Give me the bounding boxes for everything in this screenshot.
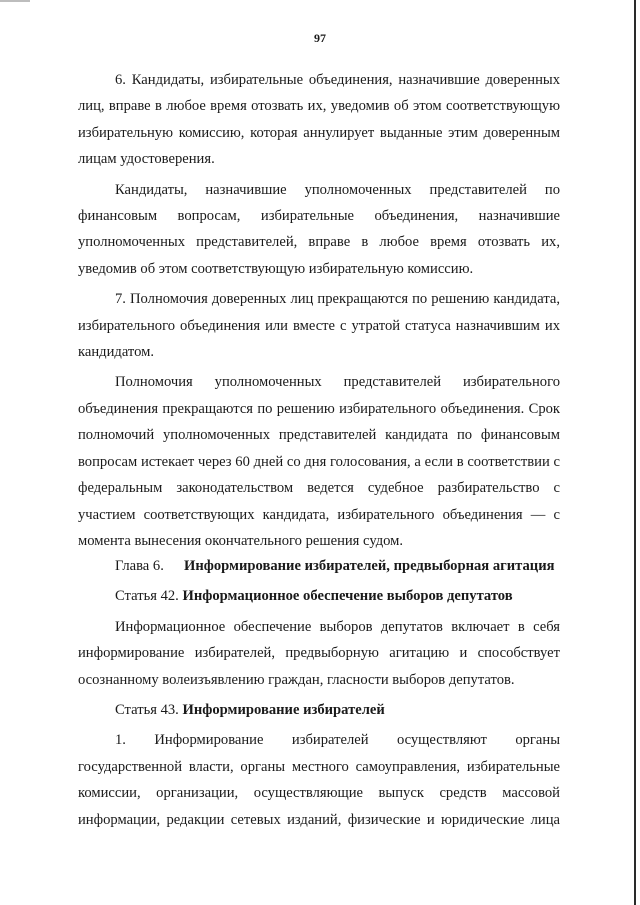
article-42-heading [78, 583, 560, 609]
article-42-label: Статья 42. [115, 588, 179, 605]
paragraph-authority-term: Полномочия уполномоченных представителей избирательного объединения прекращаются по решению избирательного объединения. Срок полномочий уполномоченных представителей кандидата по финансовым вопросам истекает через 60 дней со дня голосования, а если в соответствии с федеральным законодательством ведется судебное разбирательство с участием соответствующих кандидата, избирательного объединения — с момента вынесения окончательного решения судом. [78, 374, 560, 549]
page-number: 97 [314, 31, 326, 45]
scan-edge-top [0, 0, 30, 2]
paragraph-candidates-financial: Кандидаты, назначившие уполномоченных представителей по финансовым вопросам, избирательные объединения, назначившие уполномоченных представителей, вправе в любое время отозвать их, уведомив об этом соответствующую избирательную комиссию. [78, 181, 560, 277]
article-43-title: Информирование избирателей [182, 701, 385, 718]
scan-edge-right [634, 0, 636, 905]
article-43-heading [78, 697, 560, 723]
article-43-label: Статья 43. [115, 701, 179, 718]
chapter-title: Информирование избирателей, предвыборная агитация [184, 558, 555, 575]
chapter-label: Глава 6. [115, 558, 164, 575]
paragraph-6: 6. Кандидаты, избирательные объединения, назначившие доверенных лиц, вправе в любое время отозвать их, уведомив об этом соответствующую избирательную комиссию, которая аннулирует выданные этим доверенным лицам удостоверения. [78, 72, 560, 168]
article-42-title: Информационное обеспечение выборов депутатов [182, 588, 513, 605]
paragraph-information-support: Информационное обеспечение выборов депутатов включает в себя информирование избирателей, предвыборную агитацию и способствует осознанному волеизъявлению граждан, гласности выборов депутатов. [78, 618, 560, 688]
paragraph-43-1: 1. Информирование избирателей осуществляют органы государственной власти, органы местного самоуправления, избирательные комиссии, организации, осуществляющие выпуск средств массовой информации, редакции сетевых изданий, физические и юридические лица [78, 732, 560, 828]
paragraph-7: 7. Полномочия доверенных лиц прекращаются по решению кандидата, избирательного объединения или вместе с утратой статуса назначившим их кандидатом. [78, 291, 560, 361]
chapter-heading [115, 558, 560, 575]
document-body [78, 67, 560, 833]
